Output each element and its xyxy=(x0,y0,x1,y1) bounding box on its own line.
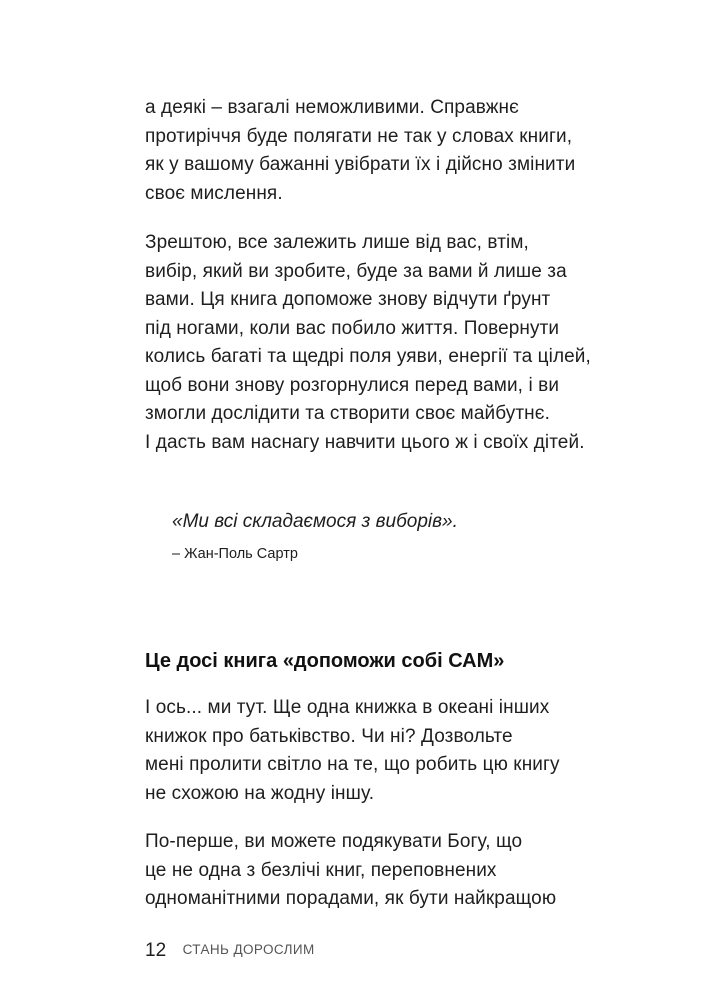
page-footer xyxy=(145,938,315,964)
paragraph-line: колись багаті та щедрі поля уяви, енергії та цілей, xyxy=(145,346,591,367)
epigraph-quote xyxy=(172,508,458,566)
paragraph-line: це не одна з безлічі книг, переповнених xyxy=(145,859,497,881)
paragraph-line: І дасть вам наснагу навчити цього ж і своїх дітей. xyxy=(145,431,585,453)
paragraph-1 xyxy=(145,94,585,208)
section-heading: Це досі книга «допоможи собі САМ» xyxy=(145,650,505,672)
paragraph-line: як у вашому бажанні увібрати їх і дійсно змінити xyxy=(145,154,576,175)
paragraph-line: По-перше, ви можете подякувати Богу, що xyxy=(145,831,523,852)
paragraph-4 xyxy=(145,828,585,914)
paragraph-line: Зрештою, все залежить лише від вас, втім, xyxy=(145,232,529,253)
paragraph-3 xyxy=(145,694,585,808)
paragraph-line: вами. Ця книга допоможе знову відчути ґрунт xyxy=(145,289,551,310)
paragraph-line: протиріччя буде полягати не так у словах книги, xyxy=(145,125,573,147)
paragraph-line: своє мислення. xyxy=(145,182,283,204)
paragraph-line: змогли дослідити та створити своє майбутнє. xyxy=(145,403,550,424)
page-number: 12 xyxy=(145,940,167,961)
paragraph-2 xyxy=(145,229,591,457)
paragraph-line: не схожою на жодну іншу. xyxy=(145,782,375,804)
paragraph-line: щоб вони знову розгорнулися перед вами, і ви xyxy=(145,374,560,396)
paragraph-line: вибір, який ви зробите, буде за вами й лише за xyxy=(145,260,567,282)
paragraph-line: а деякі – взагалі неможливими. Справжнє xyxy=(145,97,519,118)
quote-author: – Жан-Поль Сартр xyxy=(172,546,298,562)
running-title: СТАНЬ ДОРОСЛИМ xyxy=(182,942,315,957)
paragraph-line: І ось... ми тут. Ще одна книжка в океані інших xyxy=(145,697,550,718)
quote-text: «Ми всі складаємося з виборів». xyxy=(172,511,458,532)
paragraph-line: книжок про батьківство. Чи ні? Дозвольте xyxy=(145,725,513,747)
paragraph-line: мені пролити світло на те, що робить цю книгу xyxy=(145,754,560,775)
paragraph-line: одноманітними порадами, як бути найкращою xyxy=(145,888,557,909)
paragraph-line: під ногами, коли вас побило життя. Повернути xyxy=(145,317,560,339)
